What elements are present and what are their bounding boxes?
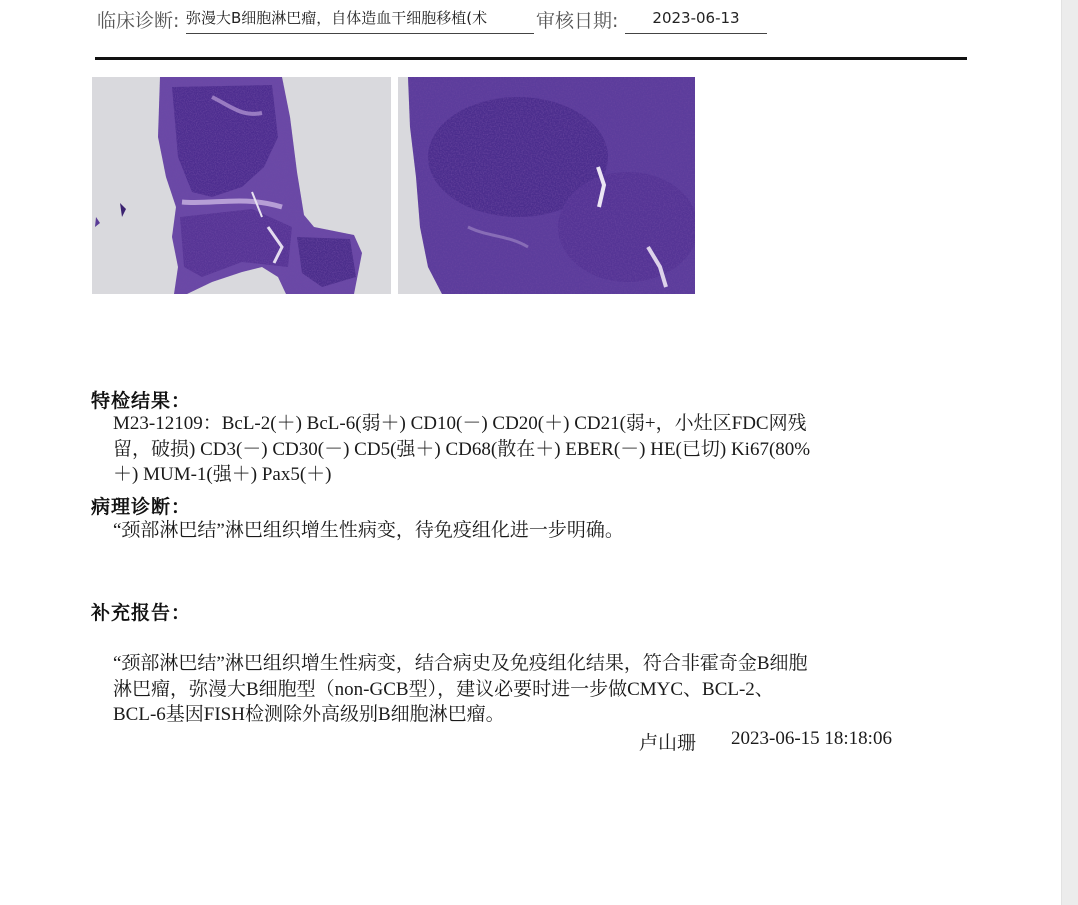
- special-tests-text: [113, 411, 810, 488]
- supplementary-line: 淋巴瘤，弥漫大B细胞型（non-GCB型），建议必要时进一步做CMYC、BCL-2、: [113, 678, 774, 700]
- supplementary-line: BCL-6基因FISH检测除外高级别B细胞淋巴瘤。: [113, 704, 505, 725]
- pathology-diagnosis-text: “颈部淋巴结”淋巴组织增生性病变，待免疫组化进一步明确。: [113, 520, 624, 541]
- signature-datetime: 2023-06-15 18:18:06: [731, 728, 892, 749]
- micrograph-high-power: [398, 77, 695, 294]
- scrollbar-track[interactable]: [1061, 0, 1078, 905]
- micrograph-low-power: [92, 77, 391, 294]
- pathology-diagnosis-title: 病理诊断：: [91, 497, 192, 518]
- special-tests-line: M23-12109：BcL-2(＋) BcL-6(弱＋) CD10(－) CD20(＋) CD21(弱+，小灶区FDC网残: [113, 413, 807, 434]
- special-tests-title: 特检结果：: [91, 391, 192, 412]
- clinical-diagnosis-label: 临床诊断:: [97, 10, 180, 32]
- supplementary-line: “颈部淋巴结”淋巴组织增生性病变，结合病史及免疫组化结果，符合非霍奇金B细胞: [113, 653, 808, 674]
- header-divider: [95, 57, 967, 60]
- signature-name: 卢山珊: [639, 733, 697, 754]
- supplementary-report-title: 补充报告：: [91, 603, 192, 624]
- review-date-value: 2023-06-13: [625, 8, 767, 34]
- review-date-label: 审核日期:: [536, 10, 619, 32]
- supplementary-report-text: [113, 651, 808, 728]
- clinical-diagnosis-value: 弥漫大B细胞淋巴瘤，自体造血干细胞移植(术: [186, 8, 534, 34]
- special-tests-line: 留，破损) CD3(－) CD30(－) CD5(强＋) CD68(散在＋) EBER(－) HE(已切) Ki67(80%: [113, 438, 811, 460]
- special-tests-line: ＋) MUM-1(强＋) Pax5(＋): [113, 464, 332, 485]
